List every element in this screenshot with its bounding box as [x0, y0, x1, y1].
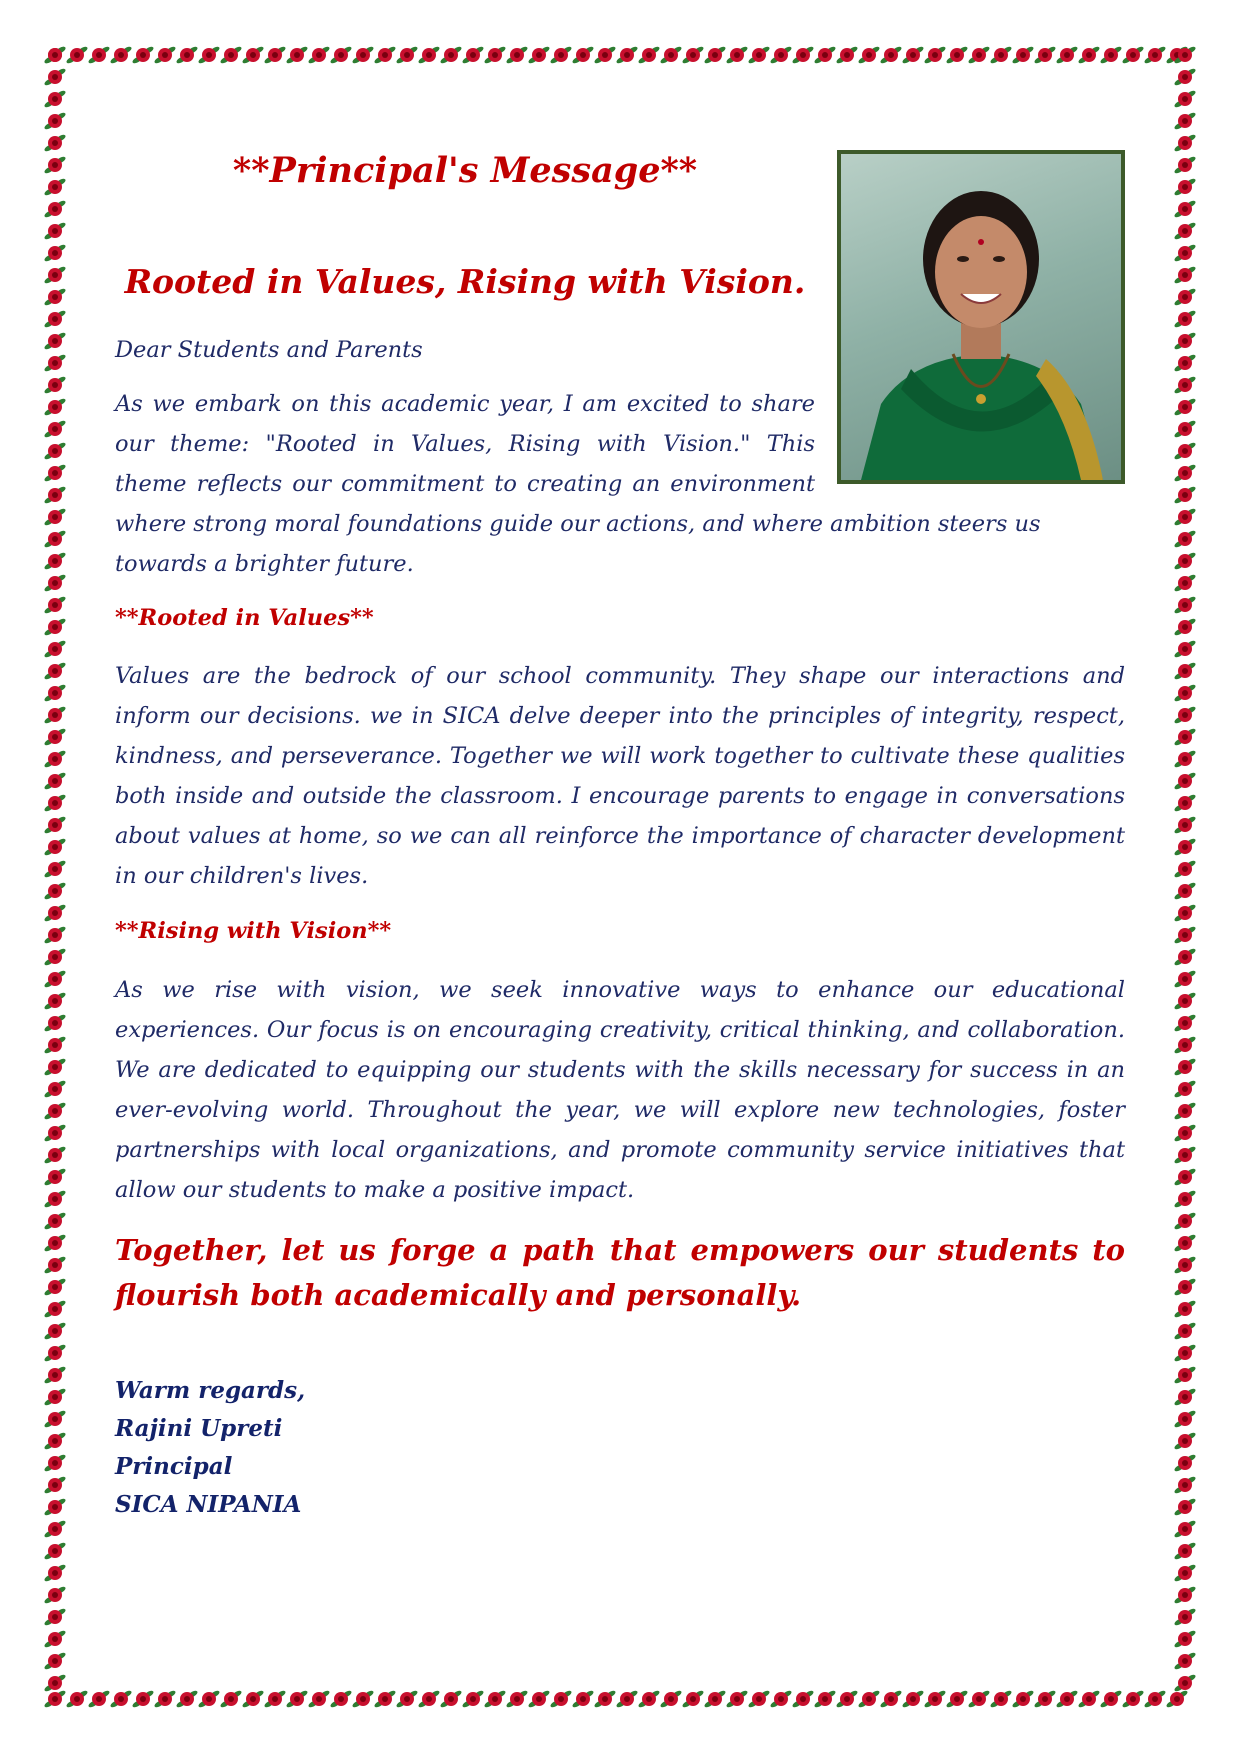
flower-icon [44, 551, 66, 570]
flower-icon [131, 45, 154, 64]
flower-icon [329, 45, 352, 64]
flower-icon [1174, 199, 1196, 218]
flower-icon [1174, 1343, 1196, 1362]
flower-icon [44, 463, 66, 482]
signature-role: Principal [115, 1453, 233, 1480]
flower-icon [87, 45, 110, 64]
flower-icon [1174, 309, 1196, 328]
flower-icon [44, 441, 66, 460]
flower-icon [44, 1255, 66, 1274]
flower-icon [1174, 1607, 1196, 1626]
intro-line: our theme: "Rooted in Values, Rising with Vision." This [115, 431, 815, 457]
flower-icon [505, 45, 528, 64]
flower-icon [791, 45, 814, 64]
flower-icon [44, 419, 66, 438]
flower-icon [44, 1101, 66, 1120]
flower-icon [44, 1189, 66, 1208]
flower-icon [44, 573, 66, 592]
floral-border-top [44, 44, 1196, 66]
flower-icon [44, 1387, 66, 1406]
flower-icon [1174, 617, 1196, 636]
flower-icon [263, 45, 286, 64]
flower-icon [1174, 1145, 1196, 1164]
flower-icon [483, 45, 506, 64]
flower-icon [1121, 45, 1144, 64]
flower-icon [1174, 1101, 1196, 1120]
flower-icon [1174, 1563, 1196, 1582]
flower-icon [44, 1629, 66, 1648]
flower-icon [1174, 639, 1196, 658]
flower-icon [44, 1277, 66, 1296]
flower-icon [1174, 375, 1196, 394]
flower-icon [1174, 1233, 1196, 1252]
flower-icon [813, 1689, 836, 1708]
flower-icon [1174, 1651, 1196, 1670]
flower-icon [1174, 1673, 1196, 1692]
flower-icon [44, 661, 66, 680]
flower-icon [1055, 1689, 1078, 1708]
flower-icon [197, 45, 220, 64]
flower-icon [1174, 331, 1196, 350]
flower-icon [1099, 45, 1122, 64]
greeting: Dear Students and Parents [115, 337, 423, 363]
flower-icon [1174, 133, 1196, 152]
flower-icon [1174, 1541, 1196, 1560]
flower-icon [1099, 1689, 1122, 1708]
flower-icon [44, 67, 66, 86]
flower-icon [1174, 441, 1196, 460]
flower-icon [65, 45, 88, 64]
flower-icon [44, 1123, 66, 1142]
flower-icon [44, 1145, 66, 1164]
flower-icon [1174, 1387, 1196, 1406]
flower-icon [1055, 45, 1078, 64]
flower-icon [44, 1233, 66, 1252]
flower-icon [44, 243, 66, 262]
flower-icon [219, 45, 242, 64]
flower-icon [44, 1651, 66, 1670]
flower-icon [1174, 111, 1196, 130]
flower-icon [153, 1689, 176, 1708]
flower-icon [1174, 1629, 1196, 1648]
flower-icon [44, 1431, 66, 1450]
flower-icon [791, 1689, 814, 1708]
flower-icon [44, 375, 66, 394]
flower-icon [1174, 1035, 1196, 1054]
flower-icon [109, 45, 132, 64]
flower-icon [44, 1541, 66, 1560]
flower-icon [901, 1689, 924, 1708]
flower-icon [44, 1057, 66, 1076]
intro-continuation: where strong moral foundations guide our actions, and where ambition steers us towards a brighter future. [115, 511, 1041, 577]
flower-icon [44, 177, 66, 196]
signature-block [115, 1372, 305, 1524]
flower-icon [1174, 221, 1196, 240]
flower-icon [44, 925, 66, 944]
flower-icon [44, 1409, 66, 1428]
flower-icon [87, 1689, 110, 1708]
flower-icon [329, 1689, 352, 1708]
flower-icon [373, 1689, 396, 1708]
flower-icon [1174, 947, 1196, 966]
flower-icon [923, 45, 946, 64]
flower-icon [1174, 705, 1196, 724]
flower-icon [1174, 507, 1196, 526]
flower-icon [44, 815, 66, 834]
flower-icon [439, 45, 462, 64]
flower-icon [1174, 1431, 1196, 1450]
flower-icon [1174, 1167, 1196, 1186]
flower-icon [44, 595, 66, 614]
flower-icon [945, 45, 968, 64]
flower-icon [44, 1607, 66, 1626]
intro-line: As we embark on this academic year, I am excited to share [115, 391, 815, 417]
flower-icon [1174, 991, 1196, 1010]
flower-icon [197, 1689, 220, 1708]
flower-icon [44, 507, 66, 526]
flower-icon [1174, 485, 1196, 504]
flower-icon [1174, 1585, 1196, 1604]
signature-school: SICA NIPANIA [115, 1491, 302, 1518]
flower-icon [1143, 1689, 1166, 1708]
flower-icon [1174, 881, 1196, 900]
section-heading-values: **Rooted in Values** [115, 605, 374, 631]
flower-icon [44, 881, 66, 900]
flower-icon [1174, 1211, 1196, 1230]
flower-icon [1174, 1497, 1196, 1516]
flower-icon [1011, 1689, 1034, 1708]
flower-icon [44, 331, 66, 350]
flower-icon [241, 1689, 264, 1708]
flower-icon [1011, 45, 1034, 64]
flower-icon [44, 485, 66, 504]
signature-regards: Warm regards, [115, 1377, 306, 1404]
flower-icon [1121, 1689, 1144, 1708]
flower-icon [593, 1689, 616, 1708]
flower-icon [659, 45, 682, 64]
flower-icon [417, 45, 440, 64]
section-body-values: Values are the bedrock of our school community. They shape our interactions and inform our decisions. we in SICA delve deeper into the principles of integrity, respect, kindness, and perseverance. Together we will work together to cultivate these qualities both inside and outside the classroom. I encourage parents to engage in conversations about values at home, so we can all reinforce the importance of character development in our children's lives. [115, 663, 1125, 889]
flower-icon [44, 45, 66, 64]
flower-icon [1174, 1277, 1196, 1296]
flower-icon [1174, 1079, 1196, 1098]
flower-icon [1174, 397, 1196, 416]
flower-icon [1174, 265, 1196, 284]
flower-icon [1174, 529, 1196, 548]
flower-icon [1174, 837, 1196, 856]
flower-icon [395, 45, 418, 64]
flower-icon [44, 397, 66, 416]
flower-icon [1174, 1013, 1196, 1032]
flower-icon [725, 1689, 748, 1708]
flower-icon [44, 1035, 66, 1054]
floral-border-left [44, 44, 66, 1710]
flower-icon [989, 1689, 1012, 1708]
flower-icon [44, 705, 66, 724]
flower-icon [1174, 661, 1196, 680]
flower-icon [175, 1689, 198, 1708]
flower-icon [417, 1689, 440, 1708]
flower-icon [1174, 903, 1196, 922]
flower-icon [109, 1689, 132, 1708]
flower-icon [1174, 1299, 1196, 1318]
page-title: **Principal's Message** [232, 150, 698, 191]
flower-icon [44, 771, 66, 790]
flower-icon [1174, 595, 1196, 614]
flower-icon [1174, 155, 1196, 174]
flower-icon [44, 991, 66, 1010]
flower-icon [725, 45, 748, 64]
flower-icon [307, 1689, 330, 1708]
flower-icon [44, 903, 66, 922]
flower-icon [1174, 177, 1196, 196]
flower-icon [1174, 1123, 1196, 1142]
flower-icon [44, 199, 66, 218]
flower-icon [1174, 1365, 1196, 1384]
flower-icon [549, 1689, 572, 1708]
flower-icon [967, 1689, 990, 1708]
flower-icon [44, 309, 66, 328]
flower-icon [1174, 1475, 1196, 1494]
flower-icon [527, 45, 550, 64]
flower-icon [1077, 45, 1100, 64]
flower-icon [1174, 1321, 1196, 1340]
flower-icon [44, 133, 66, 152]
flower-icon [571, 45, 594, 64]
flower-icon [1174, 969, 1196, 988]
flower-icon [44, 727, 66, 746]
flower-icon [44, 859, 66, 878]
flower-icon [1174, 793, 1196, 812]
flower-icon [879, 45, 902, 64]
flower-icon [813, 45, 836, 64]
flower-icon [44, 1013, 66, 1032]
flower-icon [44, 1475, 66, 1494]
flower-icon [967, 45, 990, 64]
intro-line: theme reflects our commitment to creating an environment [115, 471, 815, 497]
signature-name: Rajini Upreti [115, 1415, 283, 1442]
flower-icon [44, 287, 66, 306]
flower-icon [615, 1689, 638, 1708]
flower-icon [351, 45, 374, 64]
flower-icon [351, 1689, 374, 1708]
flower-icon [505, 1689, 528, 1708]
flower-icon [44, 969, 66, 988]
flower-icon [1174, 573, 1196, 592]
flower-icon [527, 1689, 550, 1708]
flower-icon [175, 45, 198, 64]
flower-icon [1174, 1519, 1196, 1538]
flower-icon [615, 45, 638, 64]
flower-icon [857, 1689, 880, 1708]
flower-icon [1174, 1453, 1196, 1472]
flower-icon [44, 639, 66, 658]
flower-icon [659, 1689, 682, 1708]
flower-icon [703, 45, 726, 64]
flower-icon [1174, 859, 1196, 878]
flower-icon [285, 45, 308, 64]
flower-icon [285, 1689, 308, 1708]
flower-icon [1174, 727, 1196, 746]
flower-icon [1174, 243, 1196, 262]
flower-icon [44, 111, 66, 130]
flower-icon [681, 45, 704, 64]
intro-paragraph [115, 384, 815, 504]
flower-icon [593, 45, 616, 64]
flower-icon [637, 45, 660, 64]
flower-icon [1174, 89, 1196, 108]
flower-icon [901, 45, 924, 64]
flower-icon [945, 1689, 968, 1708]
flower-icon [44, 1343, 66, 1362]
flower-icon [1077, 1689, 1100, 1708]
flower-icon [44, 1563, 66, 1582]
flower-icon [483, 1689, 506, 1708]
flower-icon [44, 947, 66, 966]
section-body-vision: As we rise with vision, we seek innovative ways to enhance our educational experiences. Our focus is on encouraging creativity, critical thinking, and collaboration. We are dedicated to equipping our students with the skills necessary for success in an ever-evolving world. Throughout the year, we will explore new technologies, foster partnerships with local organizations, and promote community service initiatives that allow our students to make a positive impact. [115, 977, 1125, 1203]
flower-icon [879, 1689, 902, 1708]
flower-icon [1174, 1189, 1196, 1208]
flower-icon [747, 45, 770, 64]
flower-icon [1174, 463, 1196, 482]
flower-icon [1033, 1689, 1056, 1708]
flower-icon [1174, 1255, 1196, 1274]
flower-icon [44, 1673, 66, 1692]
flower-icon [395, 1689, 418, 1708]
flower-icon [219, 1689, 242, 1708]
flower-icon [44, 89, 66, 108]
flower-icon [44, 1365, 66, 1384]
flower-icon [1174, 551, 1196, 570]
flower-icon [44, 749, 66, 768]
flower-icon [44, 529, 66, 548]
section-heading-vision: **Rising with Vision** [115, 918, 392, 944]
principal-photo [837, 150, 1125, 484]
flower-icon [1174, 749, 1196, 768]
flower-icon [44, 1453, 66, 1472]
flower-icon [44, 1519, 66, 1538]
flower-icon [44, 1497, 66, 1516]
flower-icon [1174, 771, 1196, 790]
flower-icon [747, 1689, 770, 1708]
flower-icon [769, 45, 792, 64]
flower-icon [1174, 815, 1196, 834]
page-subtitle: Rooted in Values, Rising with Vision. [124, 262, 806, 301]
flower-icon [44, 353, 66, 372]
flower-icon [263, 1689, 286, 1708]
flower-icon [461, 1689, 484, 1708]
flower-icon [44, 793, 66, 812]
flower-icon [439, 1689, 462, 1708]
flower-icon [549, 45, 572, 64]
floral-border-right [1174, 44, 1196, 1710]
flower-icon [637, 1689, 660, 1708]
flower-icon [44, 1167, 66, 1186]
flower-icon [44, 683, 66, 702]
flower-icon [571, 1689, 594, 1708]
flower-icon [1033, 45, 1056, 64]
flower-icon [857, 45, 880, 64]
flower-icon [307, 45, 330, 64]
flower-icon [44, 1211, 66, 1230]
flower-icon [44, 1585, 66, 1604]
flower-icon [769, 1689, 792, 1708]
flower-icon [681, 1689, 704, 1708]
flower-icon [44, 837, 66, 856]
flower-icon [44, 617, 66, 636]
flower-icon [1174, 353, 1196, 372]
flower-icon [835, 1689, 858, 1708]
flower-icon [1174, 287, 1196, 306]
flower-icon [44, 1321, 66, 1340]
flower-icon [1174, 1409, 1196, 1428]
flower-icon [373, 45, 396, 64]
flower-icon [131, 1689, 154, 1708]
flower-icon [1174, 45, 1196, 64]
flower-icon [989, 45, 1012, 64]
flower-icon [923, 1689, 946, 1708]
flower-icon [1174, 67, 1196, 86]
flower-icon [835, 45, 858, 64]
flower-icon [1174, 925, 1196, 944]
flower-icon [44, 1079, 66, 1098]
floral-border-bottom [44, 1688, 1196, 1710]
flower-icon [44, 265, 66, 284]
flower-icon [44, 155, 66, 174]
closing-statement: Together, let us forge a path that empowers our students to flourish both academically and personally. [115, 1233, 1125, 1312]
flower-icon [153, 45, 176, 64]
flower-icon [461, 45, 484, 64]
flower-icon [1174, 419, 1196, 438]
portrait-image [841, 154, 1121, 480]
flower-icon [44, 1299, 66, 1318]
flower-icon [1174, 1057, 1196, 1076]
flower-icon [65, 1689, 88, 1708]
flower-icon [241, 45, 264, 64]
flower-icon [703, 1689, 726, 1708]
flower-icon [1143, 45, 1166, 64]
flower-icon [44, 221, 66, 240]
flower-icon [1174, 683, 1196, 702]
